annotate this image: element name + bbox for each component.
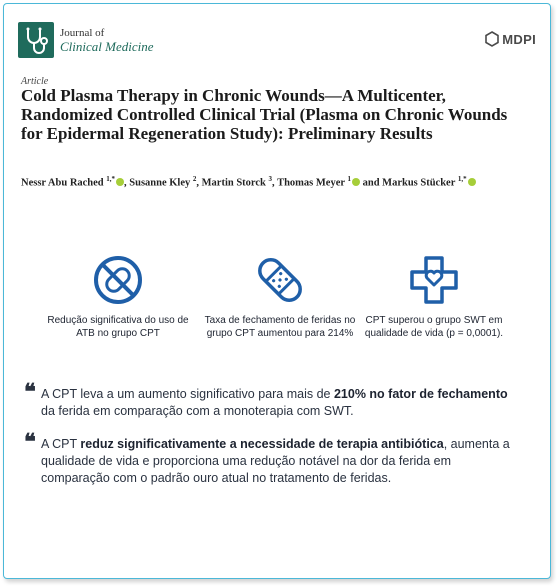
article-page	[3, 3, 551, 579]
feature-item	[200, 252, 360, 340]
author-separator: ,	[196, 177, 202, 189]
quote-text-bold: 210% no fator de fechamento	[333, 387, 508, 401]
author-affiliation: 1,*	[457, 175, 467, 183]
quote-text-part: A CPT	[41, 437, 81, 451]
author-name[interactable]: Susanne Kley	[129, 177, 193, 189]
quote-text-bold: reduz significativamente a necessidade de terapia antibiótica	[80, 437, 444, 451]
feature-item	[38, 252, 198, 340]
quote-mark-icon: ❝	[24, 379, 36, 404]
orcid-icon[interactable]	[352, 178, 360, 186]
quote-text-part: , aumenta a qualidade de vida e proporciona uma redução notável na dor da ferida em comparação com o padrão ouro atual no tratamento de feridas.	[41, 437, 510, 485]
article-title: Cold Plasma Therapy in Chronic Wounds—A Multicenter, Randomized Controlled Clinical Trial (Plasma on Chronic Wounds for Epidermal Regeneration Study): Preliminary Results	[21, 86, 508, 143]
quote-text-part: A CPT leva a um aumento significativo para mais de	[41, 387, 334, 401]
key-finding-quote	[24, 379, 511, 420]
author-list	[21, 175, 531, 189]
author-separator: and	[359, 177, 383, 189]
journal-name-line1: Journal of	[60, 27, 105, 39]
mdpi-hexagon-icon	[485, 31, 499, 47]
medical-cross-heart-icon	[406, 252, 462, 308]
feature-text: Redução significativa do uso de ATB no grupo CPT	[47, 315, 189, 339]
quote-text-part: da ferida em comparação com a monoterapia com SWT.	[41, 404, 354, 418]
author-affiliation: 2	[192, 175, 197, 183]
publisher-logo[interactable]	[485, 31, 536, 47]
orcid-icon[interactable]	[468, 178, 476, 186]
author-name[interactable]: Markus Stücker	[382, 177, 458, 189]
publisher-name: MDPI	[502, 31, 536, 47]
author-separator: ,	[124, 177, 130, 189]
key-finding-quote	[24, 429, 511, 487]
feature-item	[354, 252, 514, 340]
quote-text-1	[41, 387, 508, 418]
bandage-icon	[252, 252, 308, 308]
journal-logo	[18, 22, 54, 58]
journal-name-line2: Clinical Medicine	[60, 38, 154, 54]
article-type: Article	[21, 76, 49, 87]
author-affiliation: 3	[268, 175, 273, 183]
journal-name[interactable]	[60, 27, 154, 55]
author-separator: ,	[272, 177, 278, 189]
quote-mark-icon: ❝	[24, 429, 36, 454]
author-affiliation: 1	[347, 175, 351, 183]
orcid-icon[interactable]	[116, 178, 124, 186]
stethoscope-icon	[18, 22, 54, 58]
author-affiliation: 1,*	[106, 175, 116, 183]
author-name[interactable]: Martin Storck	[201, 177, 269, 189]
feature-text: CPT superou o grupo SWT em qualidade de vida (p = 0,0001).	[364, 315, 504, 339]
author-name[interactable]: Thomas Meyer	[277, 177, 348, 189]
author-name[interactable]: Nessr Abu Rached	[21, 177, 107, 189]
quote-text-2	[41, 437, 510, 485]
feature-text: Taxa de fechamento de feridas no grupo CPT aumentou para 214%	[204, 315, 356, 339]
no-pill-icon	[90, 252, 146, 308]
